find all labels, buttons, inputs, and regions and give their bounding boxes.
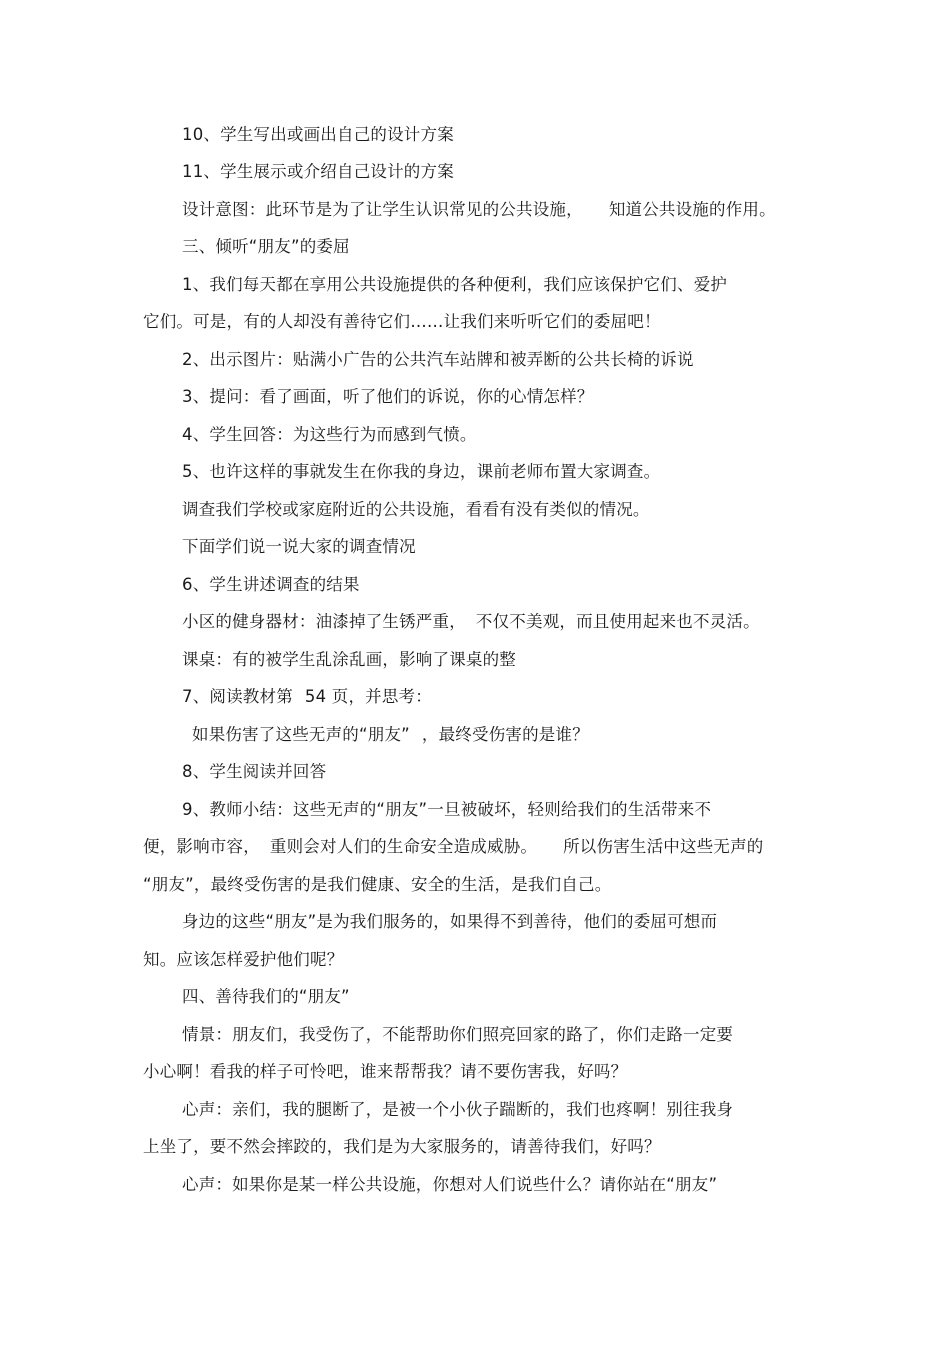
step-9-line-2: 便，影响市容， 重则会对人们的生命安全造成威胁。 所以伤害生活中这些无声的	[143, 837, 764, 856]
survey-result-desk: 课桌：有的被学生乱涂乱画，影响了课桌的整	[182, 650, 516, 669]
section-3-heading: 三、倾听“朋友”的委屈	[182, 237, 350, 256]
step-1-line-2: 它们。可是，有的人却没有善待它们……让我们来听听它们的委屈吧！	[143, 312, 661, 331]
scenario-line-1: 情景：朋友们，我受伤了，不能帮助你们照亮回家的路了，你们走路一定要	[182, 1025, 734, 1044]
step-6: 6、学生讲述调查的结果	[182, 575, 360, 594]
step-5: 5、也许这样的事就发生在你我的身边，课前老师布置大家调查。	[182, 462, 661, 481]
question: 如果伤害了这些无声的“朋友” ，最终受伤害的是谁？	[192, 725, 589, 744]
voice-2: 心声：如果你是某一样公共设施，你想对人们说些什么？请你站在“朋友”	[182, 1175, 718, 1194]
step-9-line-1: 9、教师小结：这些无声的“朋友”一旦被破坏，轻则给我们的生活带来不	[182, 800, 712, 819]
step-2: 2、出示图片：贴满小广告的公共汽车站牌和被弄断的公共长椅的诉说	[182, 350, 694, 369]
step-4: 4、学生回答：为这些行为而感到气愤。	[182, 425, 477, 444]
step-10: 10、学生写出或画出自己的设计方案	[182, 125, 454, 144]
survey-intro: 下面学们说一说大家的调查情况	[182, 537, 416, 556]
voice-1-line-2: 上坐了，要不然会摔跤的，我们是为大家服务的，请善待我们，好吗？	[143, 1137, 661, 1156]
section-4-heading: 四、善待我们的“朋友”	[182, 987, 350, 1006]
step-8: 8、学生阅读并回答	[182, 762, 327, 781]
step-7: 7、阅读教材第 54 页，并思考：	[182, 687, 432, 706]
step-3: 3、提问：看了画面，听了他们的诉说，你的心情怎样？	[182, 387, 594, 406]
scenario-line-2: 小心啊！看我的样子可怜吧，谁来帮帮我？请不要伤害我，好吗？	[143, 1062, 628, 1081]
step-1-line-1: 1、我们每天都在享用公共设施提供的各种便利，我们应该保护它们、爱护	[182, 275, 728, 294]
survey-result-equipment: 小区的健身器材：油漆掉了生锈严重， 不仅不美观，而且使用起来也不灵活。	[182, 612, 760, 631]
paragraph-friends-line-1: 身边的这些“朋友”是为我们服务的，如果得不到善待，他们的委屈可想而	[182, 912, 718, 931]
design-intent: 设计意图：此环节是为了让学生认识常见的公共设施， 知道公共设施的作用。	[182, 200, 776, 219]
voice-1-line-1: 心声：亲们，我的腿断了，是被一个小伙子踹断的，我们也疼啊！别往我身	[182, 1100, 734, 1119]
step-9-line-3: “朋友”，最终受伤害的是我们健康、安全的生活，是我们自己。	[143, 875, 612, 894]
paragraph-friends-line-2: 知。应该怎样爱护他们呢？	[143, 950, 344, 969]
step-11: 11、学生展示或介绍自己设计的方案	[182, 162, 454, 181]
survey-line: 调查我们学校或家庭附近的公共设施，看看有没有类似的情况。	[182, 500, 650, 519]
